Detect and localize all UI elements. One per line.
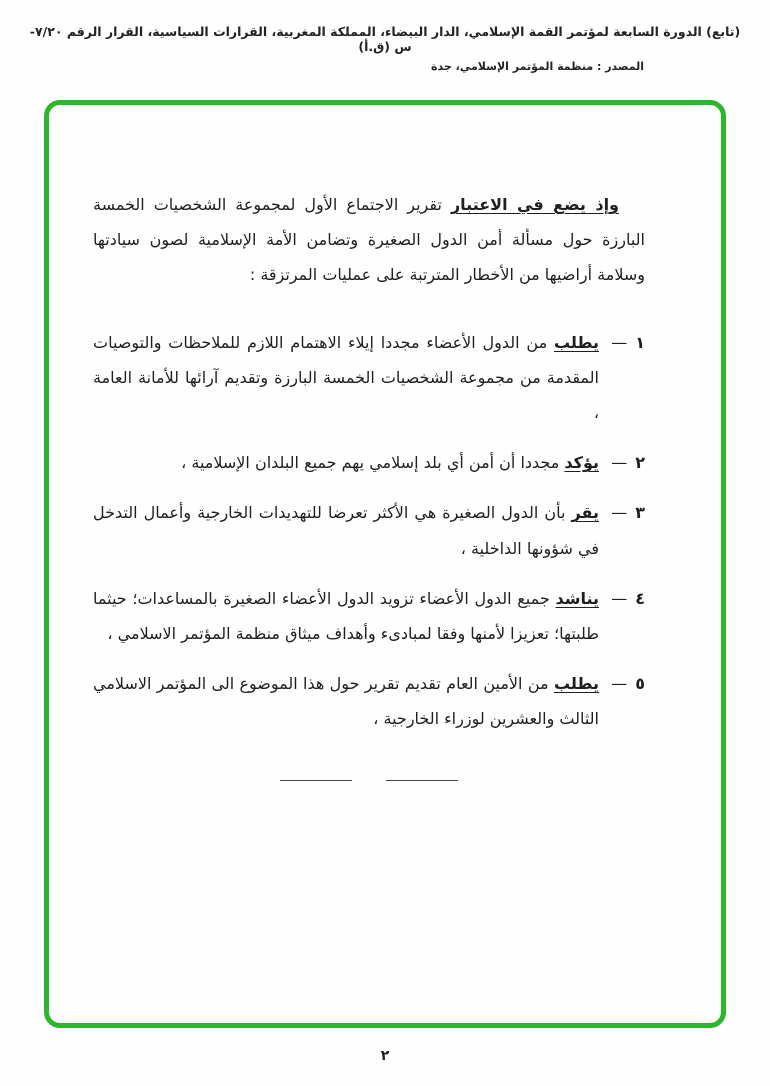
resolution-item-1 bbox=[93, 325, 645, 431]
item-3-numeral: ٣ bbox=[635, 503, 645, 523]
resolution-items-list bbox=[93, 325, 645, 737]
resolution-item-2 bbox=[93, 445, 645, 480]
item-4-rest: جميع الدول الأعضاء تزويد الدول الأعضاء الصغيرة بالمساعدات؛ حيثما طلبتها؛ تعزيزا لأمنها وفقا لمبادىء وأهداف ميثاق منظمة المؤتمر الاسلامي ، bbox=[93, 588, 599, 643]
divider-line-segment bbox=[280, 780, 352, 781]
header-title: (تابع) الدورة السابعة لمؤتمر القمة الإسلامي، الدار البيضاء، المملكة المغربية، القرارات السياسية، القرار الرقم ٧/٢٠-س (ق.أ) bbox=[29, 24, 741, 54]
item-2-rest: مجددا أن أمن أي بلد إسلامي يهم جميع البلدان الإسلامية ، bbox=[181, 453, 560, 473]
item-3-text bbox=[93, 495, 599, 565]
intro-lead-phrase: وإذ يضع في الاعتبار bbox=[450, 195, 619, 214]
page-number: ٢ bbox=[380, 1048, 390, 1064]
item-2-number bbox=[599, 445, 645, 480]
item-4-verb: يناشد bbox=[555, 588, 599, 608]
document-header bbox=[0, 24, 770, 73]
item-3-rest: بأن الدول الصغيرة هي الأكثر تعرضا للتهديدات الخارجية وأعمال التدخل في شؤونها الداخلية ، bbox=[93, 503, 599, 558]
document-body bbox=[49, 105, 721, 798]
item-4-numeral: ٤ bbox=[635, 588, 645, 608]
item-4-text bbox=[93, 581, 599, 651]
item-4-number bbox=[599, 581, 645, 651]
resolution-item-3 bbox=[93, 495, 645, 565]
item-4-dash: — bbox=[611, 588, 628, 608]
document-footer bbox=[0, 1048, 770, 1064]
item-5-rest: من الأمين العام تقديم تقرير حول هذا الموضوع الى المؤتمر الاسلامي الثالث والعشرين لوزراء الخارجية ، bbox=[93, 674, 599, 729]
item-1-verb: يطلب bbox=[553, 332, 599, 352]
item-5-dash: — bbox=[611, 674, 628, 694]
resolution-item-4 bbox=[93, 581, 645, 651]
item-1-number bbox=[599, 325, 645, 431]
item-1-rest: من الدول الأعضاء مجددا إيلاء الاهتمام اللازم للملاحظات والتوصيات المقدمة من مجموعة الشخصيات الخمسة البارزة وتقديم آرائها للأمانة العامة ، bbox=[93, 332, 599, 422]
item-3-number bbox=[599, 495, 645, 565]
item-2-text bbox=[93, 445, 599, 480]
item-2-verb: يؤكد bbox=[564, 453, 599, 473]
intro-paragraph bbox=[93, 187, 645, 293]
item-1-text bbox=[93, 325, 599, 431]
resolution-item-5 bbox=[93, 666, 645, 736]
item-5-numeral: ٥ bbox=[635, 674, 645, 694]
item-1-numeral: ١ bbox=[635, 332, 645, 352]
content-border-box bbox=[44, 100, 726, 1028]
divider-line-segment bbox=[386, 780, 458, 781]
item-5-text bbox=[93, 666, 599, 736]
item-2-dash: — bbox=[611, 453, 628, 473]
item-5-number bbox=[599, 666, 645, 736]
header-source: المصدر : منظمة المؤتمر الإسلامي، جدة bbox=[431, 60, 644, 73]
item-3-verb: يقر bbox=[571, 503, 599, 523]
intro-text: تقرير الاجتماع الأول لمجموعة الشخصيات الخمسة البارزة حول مسألة أمن الدول الصغيرة وتضامن الأمة الإسلامية لصون سيادتها وسلامة أراضيها من الأخطار المترتبة على عمليات المرتزقة : bbox=[93, 195, 645, 285]
item-3-dash: — bbox=[611, 503, 628, 523]
item-2-numeral: ٢ bbox=[635, 453, 645, 473]
item-5-verb: يطلب bbox=[553, 674, 599, 694]
item-1-dash: — bbox=[611, 332, 628, 352]
end-divider bbox=[93, 762, 645, 797]
